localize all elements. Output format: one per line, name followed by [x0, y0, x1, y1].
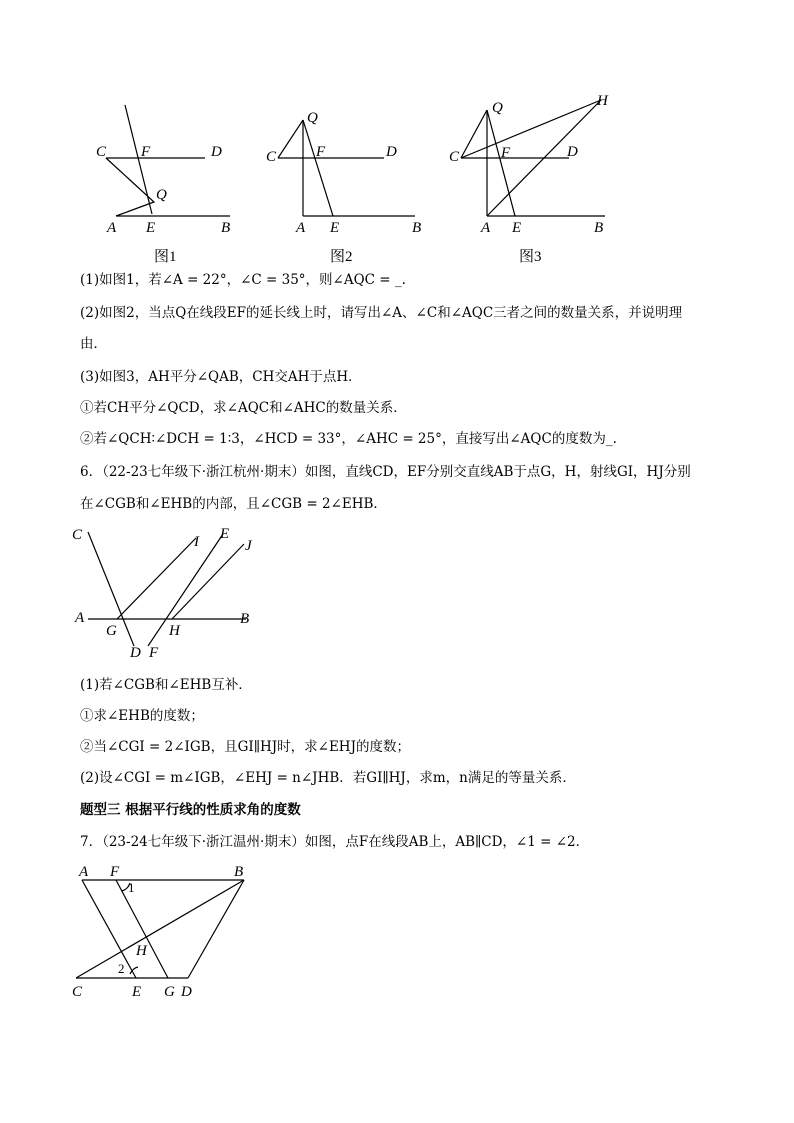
label-a: A	[75, 610, 85, 626]
label-g: G	[164, 984, 175, 1000]
figure-3-diagram	[445, 90, 625, 270]
segment-ch	[461, 100, 601, 158]
problem6-question-1-part1: ①求∠EHB的度数；	[80, 708, 204, 724]
segment-qc	[461, 110, 487, 158]
problem5-question-1: (1)如图1，若∠A = 22°，∠C = 35°，则∠AQC = _.	[80, 272, 406, 288]
section-title: 题型三 根据平行线的性质求角的度数	[80, 802, 301, 818]
problem5-question-3-part2: ②若∠QCH∶∠DCH = 1∶3，∠HCD = 33°，∠AHC = 25°，直接写出∠AQC的度数为_.	[80, 431, 617, 447]
problem6-question-2: (2)设∠CGI = m∠IGB，∠EHJ = n∠JHB．若GI∥HJ，求m，n满足的等量关系．	[80, 770, 576, 786]
label-c: C	[96, 144, 107, 160]
label-c: C	[266, 149, 277, 165]
ray-hj	[172, 544, 244, 619]
segment-qc	[278, 120, 303, 158]
label-q: Q	[492, 100, 503, 116]
figure-problem6-diagram	[68, 522, 268, 662]
label-q: Q	[156, 187, 167, 203]
figure-2	[262, 100, 432, 270]
label-d: D	[386, 144, 397, 160]
line-qe	[487, 110, 515, 216]
label-a: A	[79, 864, 89, 880]
label-h: H	[597, 93, 608, 109]
label-f: F	[316, 144, 326, 160]
figure-1	[90, 100, 250, 270]
label-c: C	[449, 149, 460, 165]
problem6-question-1-part2: ②当∠CGI = 2∠IGB，且GI∥HJ时，求∠EHJ的度数；	[80, 739, 410, 755]
label-q: Q	[307, 110, 318, 126]
label-f: F	[141, 144, 151, 160]
label-d: D	[181, 984, 192, 1000]
label-j: J	[245, 538, 252, 554]
label-c: C	[72, 984, 83, 1000]
figure-1-diagram	[90, 100, 250, 270]
label-d: D	[567, 144, 578, 160]
label-b: B	[240, 611, 250, 627]
problem5-question-3: (3)如图3，AH平分∠QAB，CH交AH于点H．	[80, 369, 362, 385]
label-d: D	[130, 645, 141, 661]
problem7-stem: 7．（23-24七年级下·浙江温州·期末）如图，点F在线段AB上，AB∥CD，∠1 = ∠2．	[80, 834, 590, 850]
figure-problem6	[68, 522, 268, 662]
label-e: E	[220, 526, 230, 542]
label-e: E	[330, 220, 340, 236]
segment-bd	[188, 880, 244, 978]
figure-2-diagram	[262, 100, 432, 270]
label-angle-1: 1	[128, 880, 135, 895]
problem5-question-2-line1: (2)如图2，当点Q在线段EF的延长线上时，请写出∠A、∠C和∠AQC三者之间的数量关系，并说明理	[80, 305, 683, 321]
label-g: G	[106, 623, 117, 639]
label-h: H	[136, 943, 147, 959]
figure-problem7-diagram	[68, 862, 268, 1002]
label-a: A	[107, 220, 117, 236]
line-qe	[303, 120, 333, 216]
figure-problem7	[68, 862, 268, 1002]
label-b: B	[221, 220, 231, 236]
problem5-question-3-part1: ①若CH平分∠QCD，求∠AQC和∠AHC的数量关系．	[80, 400, 407, 416]
caption: 图2	[330, 249, 353, 265]
label-i: I	[194, 534, 199, 550]
label-e: E	[146, 220, 156, 236]
label-e: E	[512, 220, 522, 236]
label-b: B	[594, 220, 604, 236]
label-d: D	[211, 144, 222, 160]
caption: 图3	[519, 249, 542, 265]
line-ef	[148, 534, 223, 646]
label-f: F	[501, 145, 511, 161]
label-f: F	[110, 864, 120, 880]
problem6-stem-line2: 在∠CGB和∠EHB的内部，且∠CGB = 2∠EHB．	[80, 496, 387, 512]
label-h: H	[169, 623, 180, 639]
caption: 图1	[154, 249, 177, 265]
label-a: A	[296, 220, 306, 236]
label-c: C	[72, 527, 83, 543]
label-angle-2: 2	[118, 961, 125, 976]
problem6-question-1: (1)若∠CGB和∠EHB互补．	[80, 677, 252, 693]
label-b: B	[412, 220, 422, 236]
label-b: B	[234, 864, 244, 880]
label-f: F	[149, 645, 159, 661]
problem6-stem-line1: 6．（22-23七年级下·浙江杭州·期末）如图，直线CD，EF分别交直线AB于点G，H，射线GI，HJ分别	[80, 464, 691, 480]
label-e: E	[132, 984, 142, 1000]
polyline-cqa	[106, 158, 154, 216]
figure-3	[445, 90, 625, 270]
label-a: A	[481, 220, 491, 236]
problem5-question-2-line2: 由．	[80, 336, 107, 352]
